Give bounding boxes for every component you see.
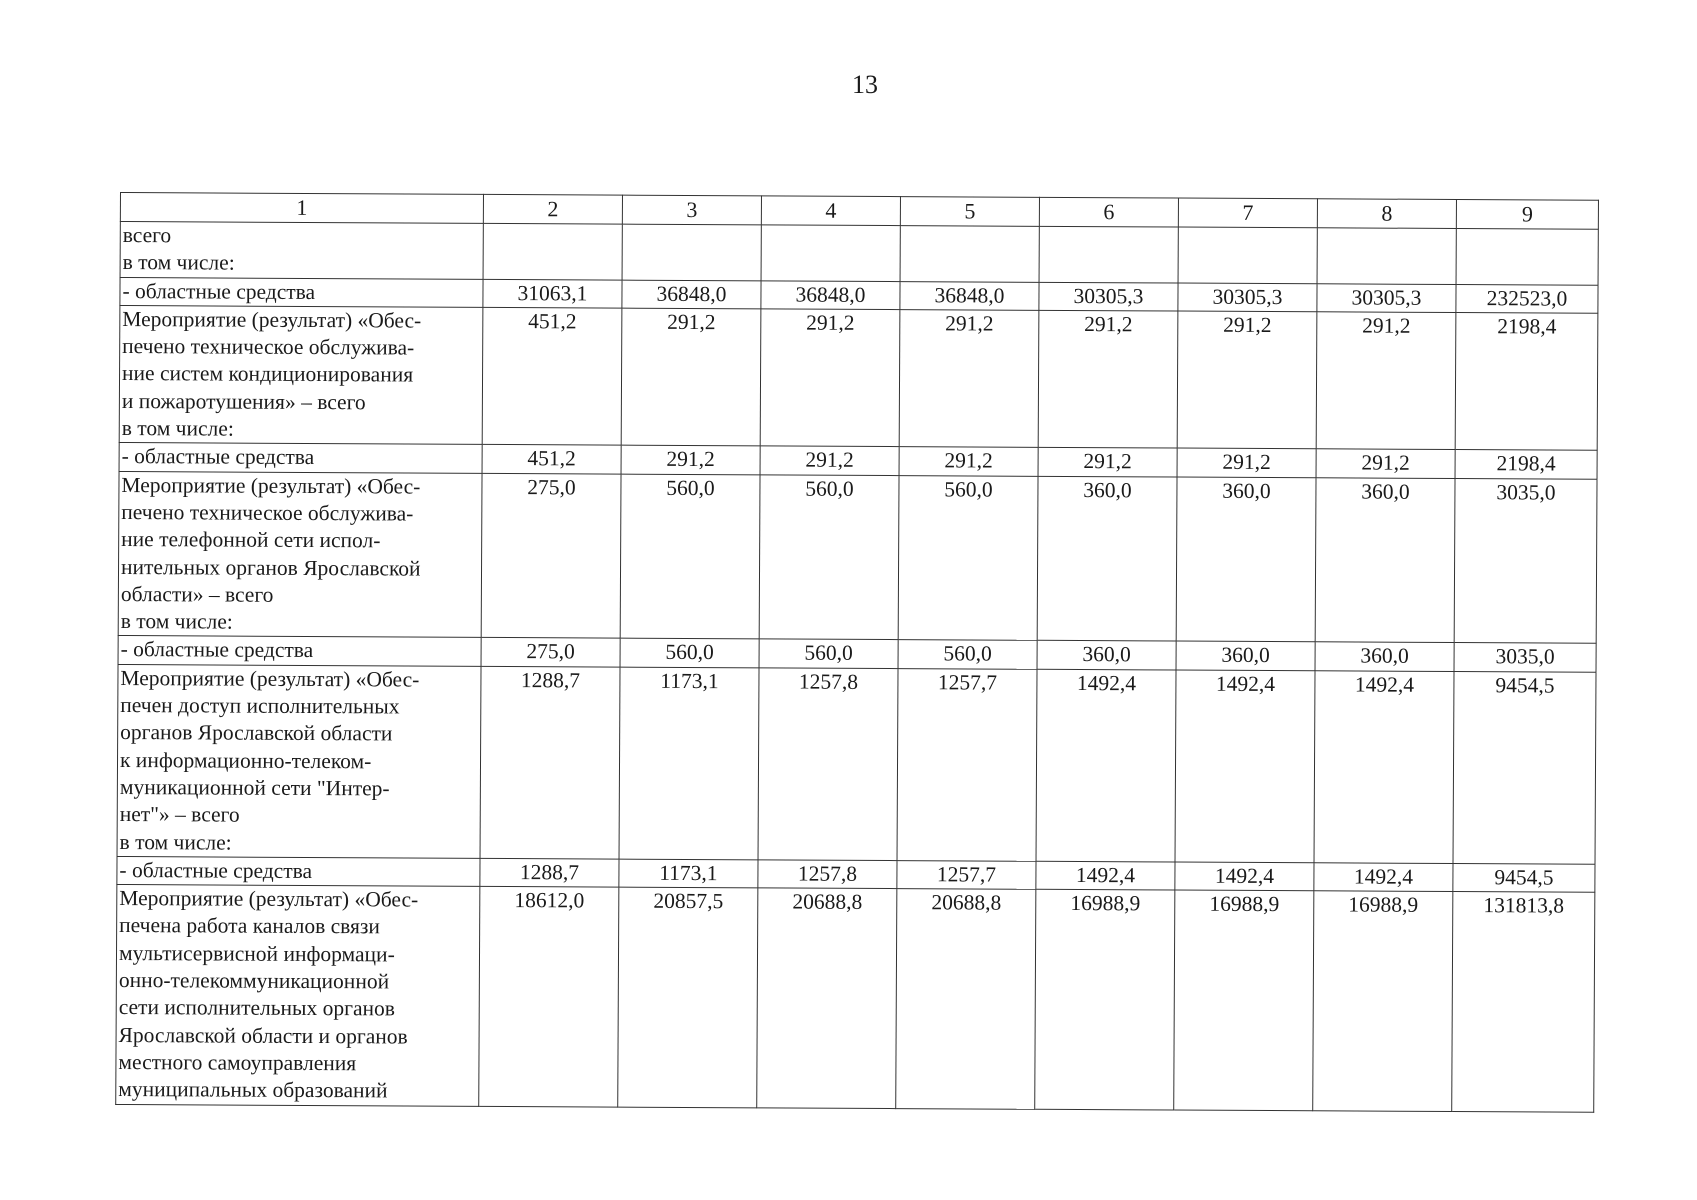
table-row	[118, 471, 1597, 644]
value-cell: 2198,4	[1455, 450, 1597, 479]
value-cell: 20688,8	[896, 889, 1036, 1109]
value-cell	[1456, 228, 1598, 284]
row-label	[119, 443, 482, 473]
row-label-line: органов Ярославской области	[120, 720, 393, 746]
row-label	[119, 305, 483, 444]
value-cell: 560,0	[898, 475, 1038, 641]
row-label-line: нет"» – всего	[119, 802, 240, 827]
value-cell: 360,0	[1176, 477, 1316, 643]
value-cell: 451,2	[482, 445, 621, 474]
row-label-line: сети исполнительных органов	[118, 995, 396, 1021]
value-cell: 291,2	[621, 308, 761, 446]
value-cell: 1492,4	[1036, 861, 1175, 890]
row-label-line: ние телефонной сети испол-	[121, 527, 381, 553]
row-label-line: - областные средства	[119, 857, 313, 883]
value-cell: 291,2	[621, 446, 760, 475]
value-cell: 1492,4	[1036, 669, 1176, 862]
table-row	[119, 305, 1598, 450]
value-cell	[761, 225, 900, 281]
row-label-line: Мероприятие (результат) «Обес-	[121, 472, 421, 499]
value-cell: 1288,7	[480, 666, 620, 859]
value-cell: 232523,0	[1456, 284, 1598, 313]
column-header-7: 7	[1178, 198, 1317, 228]
value-cell: 1173,1	[619, 667, 759, 860]
value-cell: 1492,4	[1314, 863, 1453, 892]
row-label-line: Ярославской области и органов	[118, 1022, 408, 1049]
value-cell	[1178, 227, 1317, 283]
value-cell: 18612,0	[479, 887, 619, 1107]
value-cell: 275,0	[481, 473, 621, 639]
value-cell: 291,2	[1038, 310, 1178, 448]
row-label-line: в том числе:	[121, 416, 234, 441]
value-cell: 16988,9	[1313, 891, 1453, 1111]
row-label-line: и пожаротушения» – всего	[121, 388, 366, 415]
value-cell: 1492,4	[1175, 862, 1314, 891]
table-row	[116, 885, 1595, 1112]
row-label-line: Мероприятие (результат) «Обес-	[122, 306, 422, 333]
row-label	[120, 277, 483, 307]
value-cell	[900, 226, 1039, 282]
row-label-line: мультисервисной информаци-	[118, 940, 395, 967]
value-cell: 131813,8	[1452, 892, 1595, 1112]
page-number: 13	[852, 70, 878, 99]
value-cell: 560,0	[620, 639, 759, 668]
value-cell	[483, 223, 622, 279]
value-cell: 3035,0	[1454, 478, 1597, 644]
value-cell: 36848,0	[622, 280, 761, 309]
row-label	[117, 856, 480, 886]
budget-table	[115, 192, 1599, 1112]
value-cell: 291,2	[1316, 449, 1455, 478]
column-header-8: 8	[1317, 199, 1456, 229]
value-cell: 31063,1	[483, 279, 622, 308]
column-header-3: 3	[622, 195, 761, 225]
value-cell: 1257,7	[897, 668, 1037, 861]
table-body	[116, 193, 1599, 1112]
value-cell: 3035,0	[1454, 643, 1596, 672]
row-label-line: всего	[122, 223, 172, 248]
row-label-line: нительных органов Ярославской	[120, 554, 421, 581]
row-label-line: печено техническое обслужива-	[122, 334, 415, 360]
row-label-line: области» – всего	[120, 581, 274, 607]
value-cell: 9454,5	[1453, 671, 1596, 864]
value-cell: 1257,8	[758, 860, 897, 889]
value-cell: 360,0	[1037, 641, 1176, 670]
value-cell: 30305,3	[1039, 282, 1178, 311]
value-cell: 16988,9	[1174, 890, 1314, 1110]
value-cell: 560,0	[759, 639, 898, 668]
row-label-line: муниципальных образований	[118, 1077, 388, 1103]
value-cell: 291,2	[1038, 448, 1177, 477]
row-label-line: печен доступ исполнительных	[120, 693, 400, 719]
row-label-line: в том числе:	[119, 829, 232, 855]
row-label	[117, 664, 481, 858]
value-cell: 30305,3	[1317, 283, 1456, 312]
value-cell: 291,2	[760, 446, 899, 475]
row-label-line: - областные средства	[121, 444, 315, 470]
row-label-line: местного самоуправления	[118, 1049, 357, 1076]
column-header-6: 6	[1039, 197, 1178, 227]
value-cell: 451,2	[482, 307, 622, 445]
column-header-2: 2	[483, 194, 622, 224]
value-cell: 30305,3	[1178, 283, 1317, 312]
table-row	[120, 222, 1598, 285]
row-label	[120, 222, 483, 279]
row-label-line: в том числе:	[120, 609, 233, 634]
value-cell	[622, 224, 761, 280]
value-cell: 1492,4	[1314, 671, 1454, 864]
value-cell: 360,0	[1315, 477, 1455, 643]
row-label-line: ние систем кондиционирования	[121, 361, 414, 388]
value-cell: 560,0	[898, 640, 1037, 669]
value-cell: 36848,0	[761, 280, 900, 309]
value-cell: 291,2	[899, 309, 1039, 447]
value-cell: 360,0	[1176, 641, 1315, 670]
row-label-line: к информационно-телеком-	[119, 747, 372, 773]
table-row	[117, 664, 1596, 864]
row-label-line: - областные средства	[122, 278, 316, 304]
value-cell: 360,0	[1315, 642, 1454, 671]
row-label-line: печено техническое обслужива-	[121, 499, 414, 526]
column-header-9: 9	[1456, 199, 1598, 229]
column-header-1: 1	[120, 193, 483, 224]
row-label-line: в том числе:	[122, 250, 235, 275]
value-cell: 560,0	[759, 475, 899, 641]
value-cell: 2198,4	[1455, 312, 1598, 450]
value-cell: 1492,4	[1175, 670, 1315, 863]
row-label-line: Мероприятие (результат) «Обес-	[120, 665, 420, 692]
value-cell: 16988,9	[1035, 889, 1175, 1109]
row-label	[116, 885, 480, 1106]
column-header-5: 5	[900, 197, 1039, 227]
value-cell	[1317, 228, 1456, 284]
value-cell: 291,2	[1316, 312, 1456, 450]
value-cell: 291,2	[899, 447, 1038, 476]
value-cell: 360,0	[1037, 476, 1177, 642]
value-cell: 20857,5	[618, 887, 758, 1107]
value-cell: 20688,8	[757, 888, 897, 1108]
value-cell: 275,0	[481, 638, 620, 667]
value-cell	[1039, 226, 1178, 282]
row-label	[118, 636, 481, 666]
value-cell: 1288,7	[480, 858, 619, 887]
value-cell: 1257,8	[758, 668, 898, 861]
value-cell: 1257,7	[897, 860, 1036, 889]
row-label-line: - областные средства	[120, 637, 314, 663]
row-label	[118, 471, 482, 638]
column-header-4: 4	[761, 196, 900, 226]
value-cell: 9454,5	[1453, 863, 1595, 892]
value-cell: 560,0	[620, 474, 760, 640]
value-cell: 1173,1	[619, 859, 758, 888]
row-label-line: Мероприятие (результат) «Обес-	[119, 886, 419, 912]
row-label-line: онно-телекоммуникационной	[118, 968, 390, 994]
value-cell: 291,2	[1177, 311, 1317, 449]
row-label-line: муникационной сети "Интер-	[119, 774, 390, 801]
value-cell: 291,2	[1177, 448, 1316, 477]
row-label-line: печена работа каналов связи	[119, 913, 381, 939]
value-cell: 291,2	[760, 309, 900, 447]
value-cell: 36848,0	[900, 281, 1039, 310]
